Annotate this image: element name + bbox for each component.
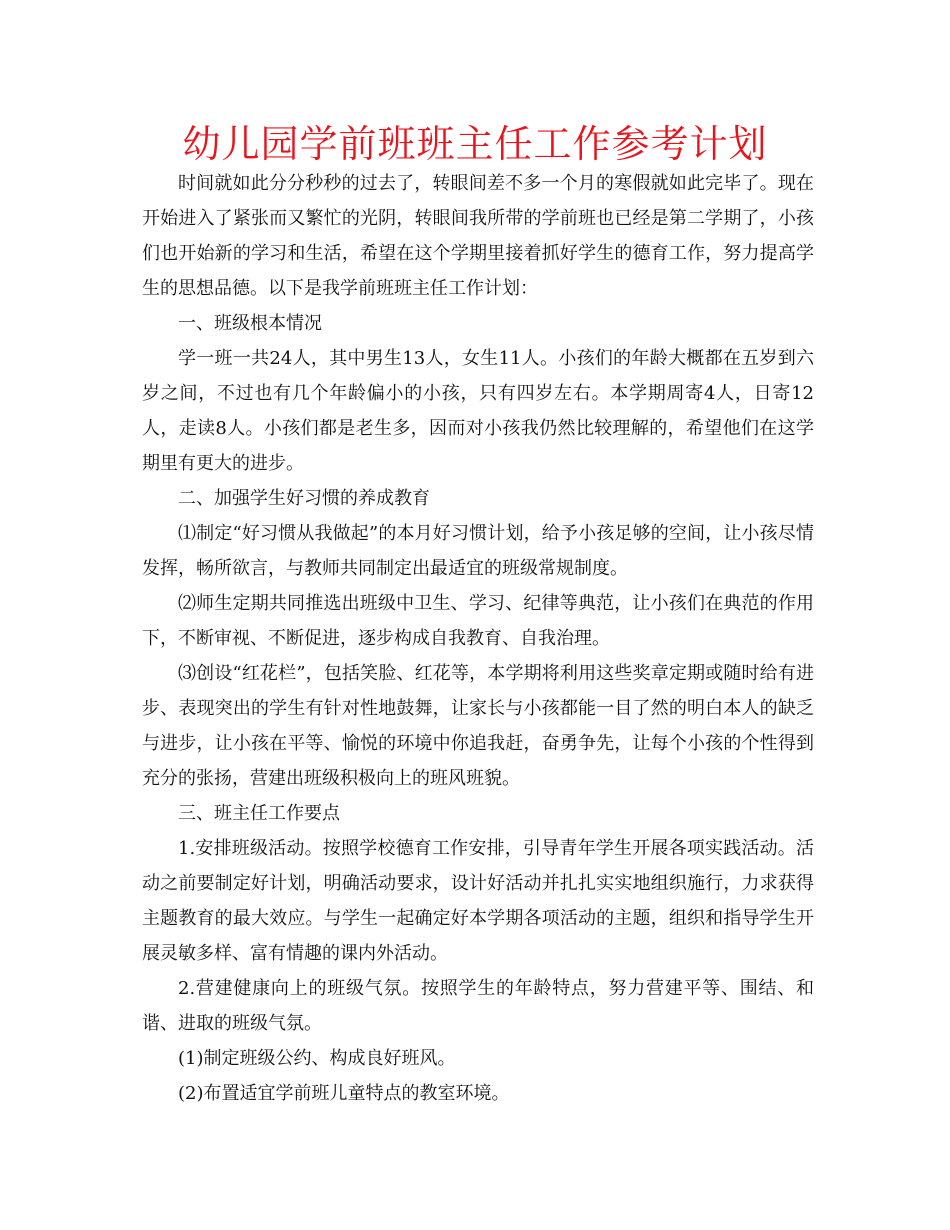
paragraph-subpoint-2: (2)布置适宜学前班儿童特点的教室环境。 (178, 1083, 510, 1104)
paragraph-subpoint-1: (1)制定班级公约、构成良好班风。 (178, 1048, 456, 1069)
paragraph-point-1: 1.安排班级活动。按照学校德育工作安排，引导青年学生开展各项实践活动。活动之前要制定好计划，明确活动要求，设计好活动并扎扎实实地组织施行，力求获得主题教育的最大效应。与学生一起确定好本学期各项活动的主题，组织和指导学生开展灵敏多样、富有情趣的课内外活动。 (142, 838, 814, 964)
paragraph-class-info: 学一班一共24人，其中男生13人，女生11人。小孩们的年龄大概都在五岁到六岁之间，不过也有几个年龄偏小的小孩，只有四岁左右。本学期周寄4人，日寄12人，走读8人。小孩们都是老生多，因而对小孩我仍然比较理解的，希望他们在这学期里有更大的进步。 (142, 348, 814, 474)
paragraph-habit-2: ⑵师生定期共同推选出班级中卫生、学习、纪律等典范，让小孩们在典范的作用下，不断审视、不断促进，逐步构成自我教育、自我治理。 (142, 593, 814, 649)
paragraph-point-2: 2.营建健康向上的班级气氛。按照学生的年龄特点，努力营建平等、围结、和谐、进取的班级气氛。 (142, 978, 814, 1034)
document-body (142, 166, 814, 1111)
document-title: 幼儿园学前班班主任工作参考计划 (182, 122, 768, 166)
section-heading-3: 三、班主任工作要点 (178, 803, 340, 824)
paragraph-habit-1: ⑴制定“好习惯从我做起”的本月好习惯计划，给予小孩足够的空间，让小孩尽情发挥，畅所欲言，与教师共同制定出最适宜的班级常规制度。 (142, 523, 814, 579)
section-heading-1: 一、班级根本情况 (178, 313, 322, 334)
paragraph-intro: 时间就如此分分秒秒的过去了，转眼间差不多一个月的寒假就如此完毕了。现在开始进入了紧张而又繁忙的光阴，转眼间我所带的学前班也已经是第二学期了，小孩们也开始新的学习和生活，希望在这个学期里接着抓好学生的德育工作，努力提高学生的思想品德。以下是我学前班班主任工作计划： (142, 173, 814, 299)
section-heading-2: 二、加强学生好习惯的养成教育 (178, 488, 430, 509)
paragraph-habit-3: ⑶创设“红花栏”，包括笑脸、红花等，本学期将利用这些奖章定期或随时给有进步、表现突出的学生有针对性地鼓舞，让家长与小孩都能一目了然的明白本人的缺乏与进步，让小孩在平等、愉悦的环境中你追我赶，奋勇争先，让每个小孩的个性得到充分的张扬，营建出班级积极向上的班风班貌。 (142, 663, 814, 789)
